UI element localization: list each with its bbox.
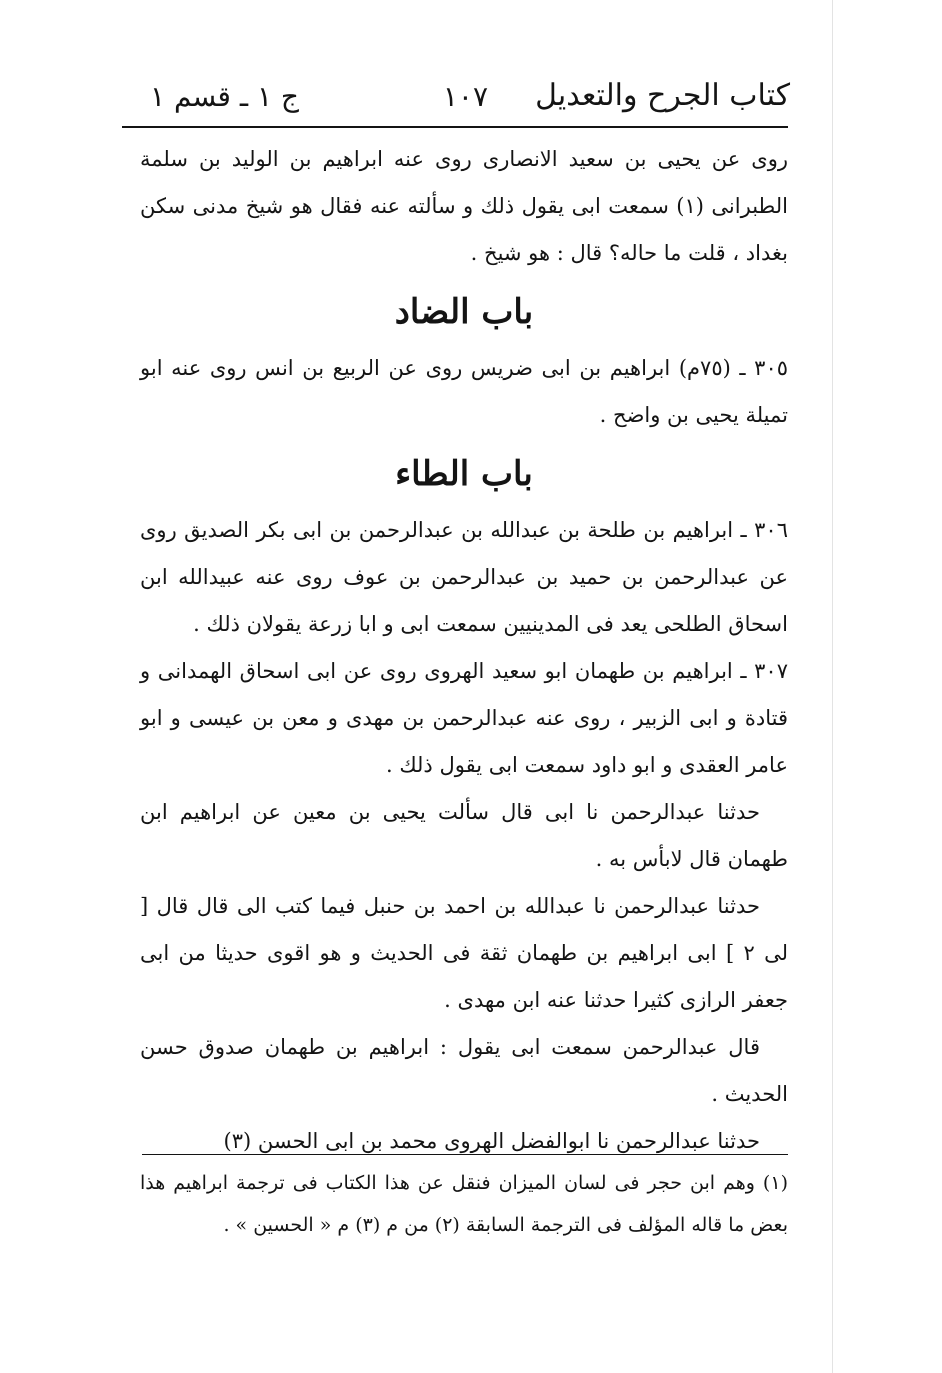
volume-part: ج ١ ـ قسم ١ — [150, 80, 299, 113]
section-heading-dad: باب الضاد — [394, 292, 534, 332]
narration-paragraph-2: حدثنا عبدالرحمن نا عبدالله بن احمد بن حنبل فيما كتب الى قال قال [ لى ٢ ] ابى ابراهيم بن طهمان ثقة فى الحديث و هو اقوى حديثا من ابى جعفر الرازى كثيرا حدثنا عنه ابن مهدى . — [140, 894, 789, 1012]
entry-307: ٣٠٧ ـ ابراهيم بن طهمان ابو سعيد الهروى روى عن ابى اسحاق الهمدانى و قتادة و ابى الزبير ، روى عنه عبدالرحمن بن مهدى و معن بن عيسى و ابو عامر العقدى و ابو داود سمعت ابى يقول ذلك . — [140, 659, 788, 777]
entry-305: ٣٠٥ ـ (٧٥م) ابراهيم بن ابى ضريس روى عن الربيع بن انس روى عنه ابو تميلة يحيى بن واضح . — [140, 356, 789, 427]
header-rule — [122, 126, 788, 128]
main-text — [140, 136, 788, 1165]
book-title: كتاب الجرح والتعديل — [535, 78, 790, 113]
footnote-rule — [142, 1154, 788, 1155]
page-number: ١٠٧ — [442, 80, 488, 113]
entry-306: ٣٠٦ ـ ابراهيم بن طلحة بن عبدالله بن عبدالرحمن بن ابى بكر الصديق روى عن عبدالرحمن بن حميد بن عبدالرحمن بن عوف روى عنه عبيدالله ابن اسحاق الطلحى يعد فى المدينيين سمعت ابى و ابا زرعة يقولان ذلك . — [140, 518, 788, 636]
narration-paragraph-3: قال عبدالرحمن سمعت ابى يقول : ابراهيم بن طهمان صدوق حسن الحديث . — [140, 1035, 788, 1106]
narration-paragraph-1: حدثنا عبدالرحمن نا ابى قال سألت يحيى بن معين عن ابراهيم ابن طهمان قال لابأس به . — [140, 800, 788, 871]
narration-paragraph-4: حدثنا عبدالرحمن نا ابوالفضل الهروى محمد بن ابى الحسن (٣) — [223, 1129, 760, 1153]
intro-paragraph: روى عن يحيى بن سعيد الانصارى روى عنه ابراهيم بن الوليد بن سلمة الطبرانى (١) سمعت ابى يقول ذلك و سألته عنه فقال هو شيخ مدنى سكن بغداد ، قلت ما حاله؟ قال : هو شيخ . — [140, 147, 788, 265]
page-spine-shadow — [832, 0, 833, 1373]
footnote-text: (١) وهم ابن حجر فى لسان الميزان فنقل عن هذا الكتاب فى ترجمة ابراهيم هذا بعض ما قاله المؤلف فى الترجمة السابقة (٢) من م (٣) م « الحسين » . — [140, 1172, 788, 1236]
section-heading-ta: باب الطاء — [395, 454, 533, 494]
footnotes — [140, 1162, 788, 1246]
running-header — [120, 78, 790, 122]
